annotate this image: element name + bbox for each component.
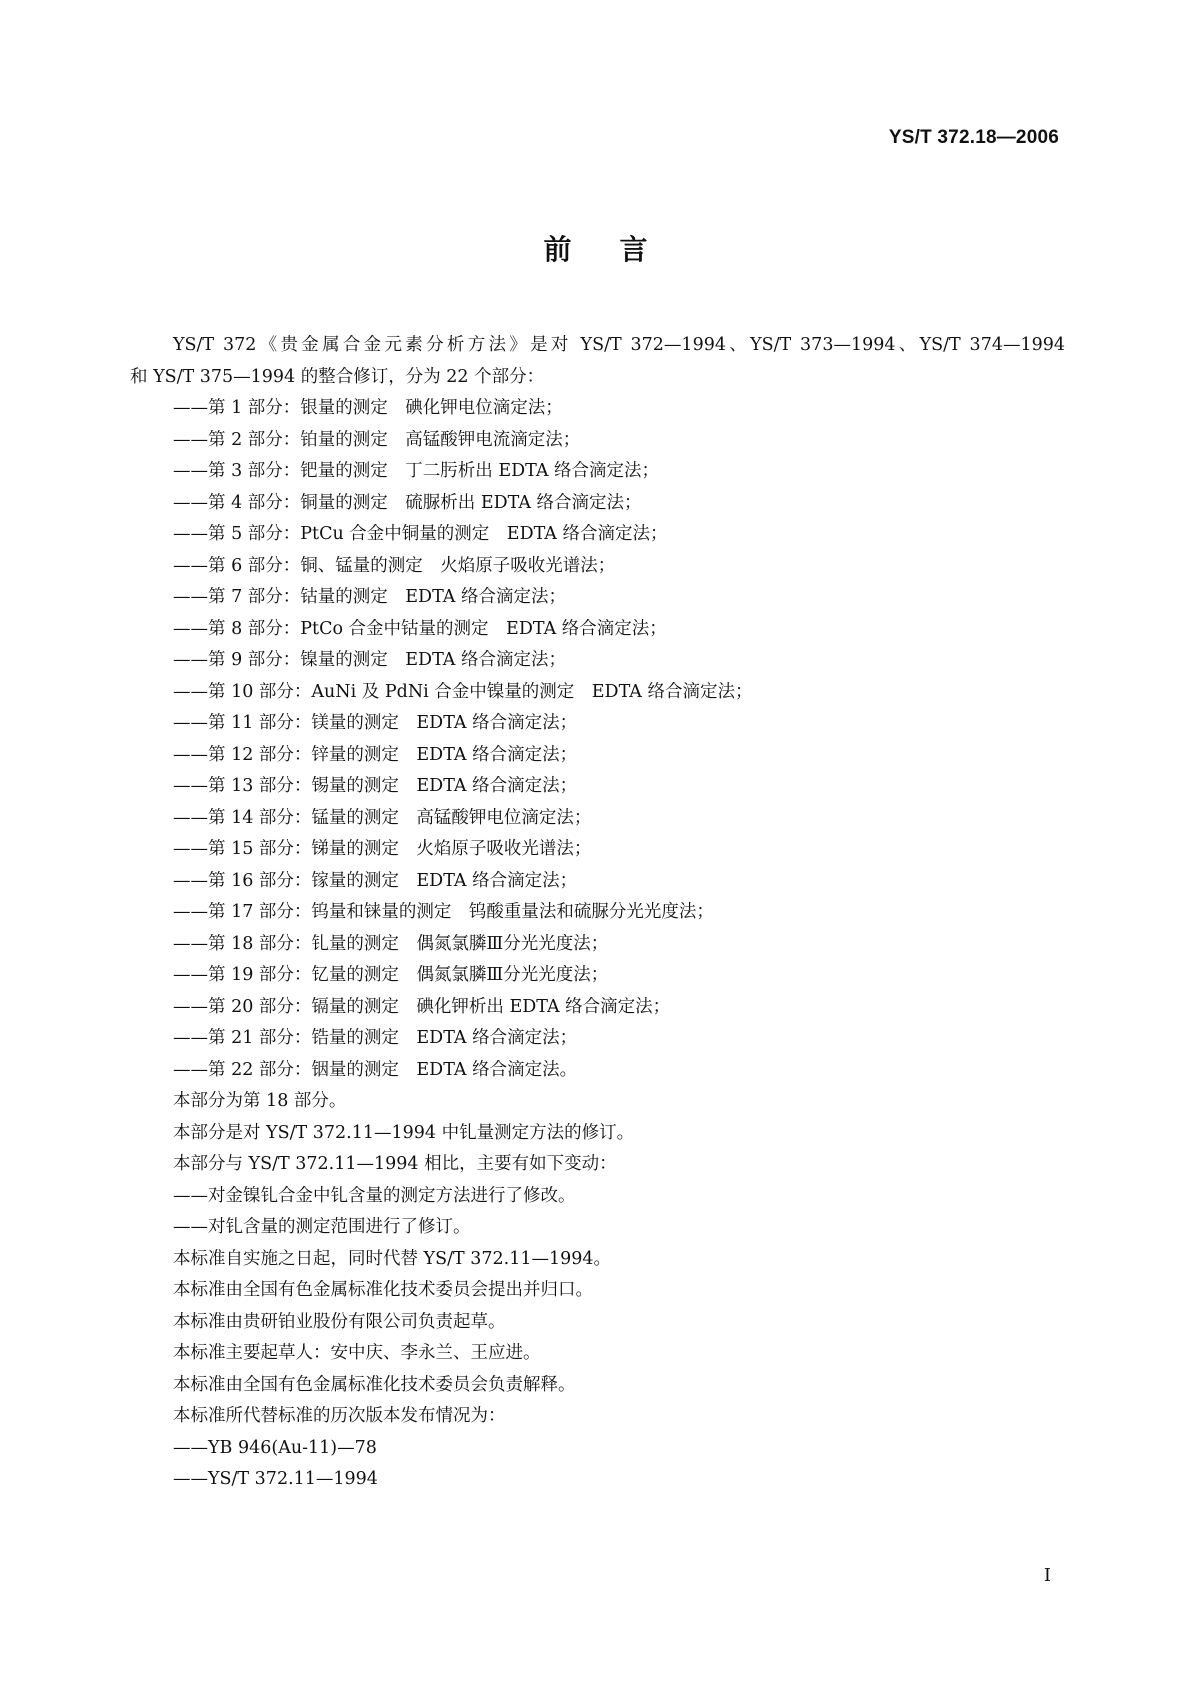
page-title: 前言 bbox=[543, 233, 696, 266]
part-item: ——第 6 部分：铜、锰量的测定 火焰原子吸收光谱法； bbox=[173, 555, 616, 576]
part-item: ——第 8 部分：PtCo 合金中钴量的测定 EDTA 络合滴定法； bbox=[173, 618, 667, 639]
statement-replaces: 本标准自实施之日起，同时代替 YS/T 372.11—1994。 bbox=[173, 1248, 612, 1269]
part-item: ——第 1 部分：银量的测定 碘化钾电位滴定法； bbox=[173, 398, 563, 418]
part-item: ——第 11 部分：镁量的测定 EDTA 络合滴定法； bbox=[173, 713, 578, 733]
part-item: ——第 2 部分：铂量的测定 高锰酸钾电流滴定法； bbox=[173, 429, 581, 450]
statement-proposed-by: 本标准由全国有色金属标准化技术委员会提出并归口。 bbox=[173, 1280, 593, 1300]
parts-list bbox=[130, 393, 1065, 1086]
part-item: ——第 9 部分：镍量的测定 EDTA 络合滴定法； bbox=[173, 650, 566, 670]
statement-history-intro: 本标准所代替标准的历次版本发布情况为： bbox=[173, 1406, 506, 1426]
part-item: ——第 19 部分：钇量的测定 偶氮氯膦Ⅲ分光光度法； bbox=[173, 965, 609, 985]
history-list bbox=[130, 1433, 1065, 1496]
part-item: ——第 16 部分：镓量的测定 EDTA 络合滴定法； bbox=[173, 870, 578, 891]
part-item: ——第 18 部分：钆量的测定 偶氮氯膦Ⅲ分光光度法； bbox=[173, 933, 609, 954]
intro-line-1: YS/T 372《贵金属合金元素分析方法》是对 YS/T 372—1994、YS/T 373—1994、YS/T 374—1994 bbox=[173, 335, 1065, 355]
this-part-statement: 本部分为第 18 部分。 bbox=[173, 1091, 347, 1111]
history-item: ——YB 946(Au-11)—78 bbox=[173, 1437, 377, 1458]
part-item: ——第 12 部分：锌量的测定 EDTA 络合滴定法； bbox=[173, 744, 578, 765]
part-item: ——第 17 部分：钨量和铼量的测定 钨酸重量法和硫脲分光光度法； bbox=[173, 902, 714, 922]
part-item: ——第 20 部分：镉量的测定 碘化钾析出 EDTA 络合滴定法； bbox=[173, 996, 671, 1017]
revision-statement: 本部分是对 YS/T 372.11—1994 中钆量测定方法的修订。 bbox=[173, 1122, 635, 1143]
change-item: ——对钆含量的测定范围进行了修订。 bbox=[173, 1217, 471, 1237]
part-item: ——第 4 部分：铜量的测定 硫脲析出 EDTA 络合滴定法； bbox=[173, 492, 642, 513]
part-item: ——第 7 部分：钴量的测定 EDTA 络合滴定法； bbox=[173, 587, 566, 607]
part-item: ——第 21 部分：锆量的测定 EDTA 络合滴定法； bbox=[173, 1028, 578, 1048]
statement-interpretation: 本标准由全国有色金属标准化技术委员会负责解释。 bbox=[173, 1374, 576, 1395]
standard-number: YS/T 372.18—2006 bbox=[888, 127, 1059, 148]
part-item: ——第 15 部分：锑量的测定 火焰原子吸收光谱法； bbox=[173, 839, 592, 859]
statement-drafted-by: 本标准由贵研铂业股份有限公司负责起草。 bbox=[173, 1311, 506, 1332]
part-item: ——第 10 部分：AuNi 及 PdNi 合金中镍量的测定 EDTA 络合滴定法； bbox=[173, 681, 753, 702]
part-item: ——第 22 部分：铟量的测定 EDTA 络合滴定法。 bbox=[173, 1059, 578, 1080]
changes-intro: 本部分与 YS/T 372.11—1994 相比，主要有如下变动： bbox=[173, 1154, 617, 1174]
part-item: ——第 5 部分：PtCu 合金中铜量的测定 EDTA 络合滴定法； bbox=[173, 524, 668, 544]
part-item: ——第 14 部分：锰量的测定 高锰酸钾电位滴定法； bbox=[173, 807, 592, 828]
foreword-body bbox=[130, 330, 1065, 1496]
statement-main-drafters: 本标准主要起草人：安中庆、李永兰、王应进。 bbox=[173, 1343, 541, 1363]
change-item: ——对金镍钆合金中钆含量的测定方法进行了修改。 bbox=[173, 1185, 576, 1206]
part-item: ——第 13 部分：锡量的测定 EDTA 络合滴定法； bbox=[173, 776, 578, 796]
page-number: I bbox=[1043, 1565, 1051, 1586]
changes-list bbox=[130, 1181, 1065, 1244]
part-item: ——第 3 部分：钯量的测定 丁二肟析出 EDTA 络合滴定法； bbox=[173, 461, 660, 481]
intro-line-2: 和 YS/T 375—1994 的整合修订，分为 22 个部分： bbox=[130, 366, 545, 387]
history-item: ——YS/T 372.11—1994 bbox=[173, 1469, 378, 1489]
